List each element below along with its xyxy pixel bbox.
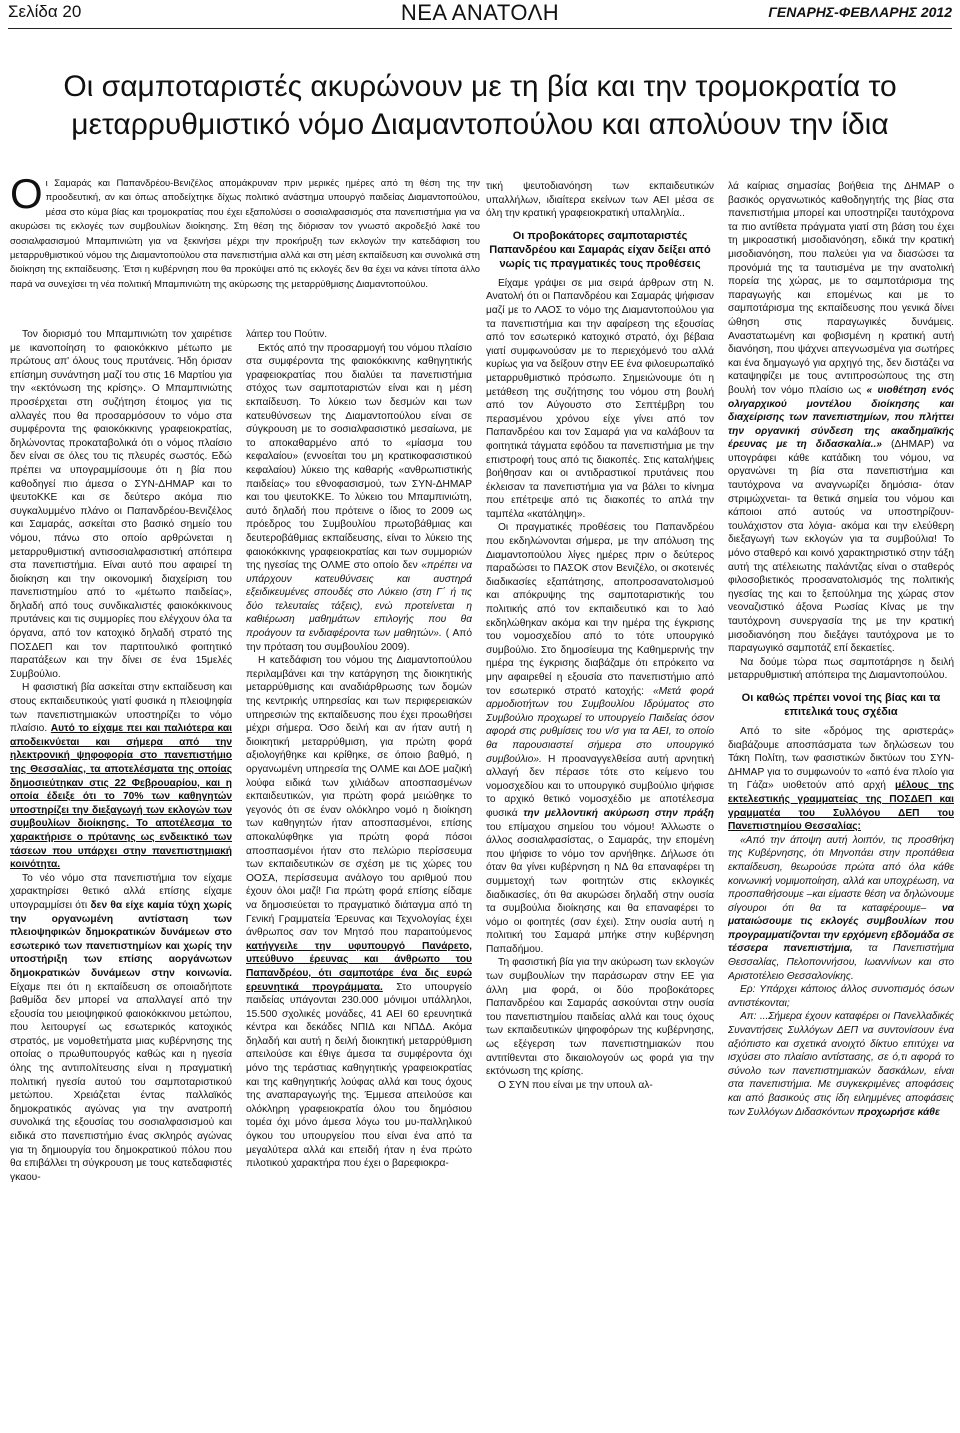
text: του επίμαχου σημείου του νόμου! Άλλωστε ο άλλος σοσιαλφασίστας, ο Σαμαράς, την επομένη που ψήφισε το νόμο τον αρνήθηκε. Δήλωσε ότι όταν θα γίνει κυβέρνηση η ΝΔ θα επαναφέρει τη συμμετοχή των φοιτητών στις εκλογικές διαδικασίες, ότι θα ακυρώσει δηλαδή στην ουσία τα συμβούλια διοίκησης και θα επαναφέρει το νόμο οι φοιτητές (σαν έχει). Στην ουσία αυτή η πολιτική του Σαμαρά μπήκε στην κυβέρνηση Παπαδήμου.	[486, 821, 714, 955]
underlined-text: κατήγγειλε την υφυπουργό Πανάρετο, υπεύθυνο έρευνας και άνθρωπο του Παπανδρέου, ότι σαμποτάρε ένα δις ευρώ ερευνητικά προγράμματα.	[246, 940, 472, 993]
column-1	[10, 328, 232, 1428]
paragraph	[246, 654, 472, 1171]
text: Εκτός από την προσαρμογή του νόμου πλαίσιο στα συμφέροντα της φαιοκόκκινης καθηγητικής γραφειοκρατίας που διαλύει τα πανεπιστήμια στόχος των σαμποταριστών είναι και η μέση εκπαίδευση. Το λύκειο των δεσμών και των κατευθύνσεων της Διαμαντοπούλου είναι σε σύγκρουση με το σοσιαλφασιστικό μεσαίωνα, με το αποκαθαρμένο από το «μίασμα του κεφαλαίου» (εννοείται του μη κρατικοφασιστικού κεφαλαίου) λύκειο της καθαρής «ανθρωπιστικής παιδείας» του εθνοφασισμού, των ΣΥΝ-ΔΗΜΑΡ και του ψευτοΚΚΕ. Το λύκειο του Μπαμπινιώτη, αυτό δηλαδή που πρότεινε ο ίδιος το 2009 ως πρόεδρος του Συμβουλίου πρωτοβάθμιας και δευτεροβάθμιας εκπαίδευσης, είναι το λύκειο της φαιοκόκκινης γραφειοκρατίας και των συμμοριών της ηγεσίας της ΟΛΜΕ στο οποίο δεν «	[246, 342, 472, 572]
column-2	[246, 328, 472, 1428]
bold-text: δεν θα είχε καμία τύχη χωρίς την οργανωμένη αντίσταση των πλειοψηφικών δημοκρατικών δυνάμεων στο εσωτερικό των πανεπιστημίων και χωρίς την υποστήριξη των επίσης αοργάνωτων δημοκρατικών δυνάμεων στην κοινωνία.	[10, 899, 232, 979]
column-4	[728, 180, 954, 1425]
masthead	[8, 0, 952, 24]
text: ( Από την πρόταση του συμβουλίου 2009).	[246, 628, 472, 653]
paragraph: λάιτερ του Πούτιν.	[246, 329, 328, 340]
underlined-text: Αυτό το είχαμε πει και παλιότερα και αποδεικνύεται και σήμερα από την ηλεκτρονική ψηφοφορία στο πανεπιστήμιο της Θεσσαλίας, τα αποτελέσματα της οποίας δημοσιεύτηκαν στις 22 Φεβρουαρίου, και η οποία έδειξε ότι το 70% των καθηγητών υποστηρίζει την διεξαγωγή των εκλογών των συμβουλίων διοίκησης. Το αποτέλεσμα το χαρακτήρισε ο πρύτανης ως ενδεικτικό των τάσεων που υπάρχει στην πανεπιστημιακή κοινότητα.	[10, 723, 232, 871]
paragraph	[728, 1010, 954, 1119]
page-number: Σελίδα 20	[8, 2, 82, 21]
text: λά καίριας σημασίας βοήθεια της ΔΗΜΑΡ ο βασικός οργανωτικός καθοδηγητής της βίας στα πανεπιστήμια μπορεί και υποστηρίζει ταυτόχρονα τα πιο αντίθετα πράγματα γιατί στη βάση του έχει τη μικροαστική μισοδιανόηση, εδικά την κρατική μισοδιανόηση, που παλεύει για να διασώσει τα προνόμιά της τα ταυτισμένα με την ανατολική πορεία της χώρας, με το σαμποτάρισμα της παραγωγής και επομένως και με το σαμποτάρισμα της εκπαίδευσης που γενικά δίνει ώθηση στις παραγωγικές δυνάμεις. Αναστατωμένη και φοβισμένη η κρατική αυτή διανόηση, που ψάχνει απεγνωσμένα για σωτήρες και ένα δημαγωγό για αρχηγό της, δεν διστάζει να καταψηφίζει με τους αντιπροσώπους της στη βουλή τον νόμο πλαίσιο ως	[728, 181, 954, 396]
paragraph: Ο ΣΥΝ που είναι με την υπουλ αλ-	[498, 1079, 653, 1091]
lead-text: ι Σαμαράς και Παπανδρέου-Βενιζέλος απομάκρυναν πριν μερικές ημέρες από τη θέση της την προοδευτική, αν και όπως αποδείχτηκε δίχως πολιτικό ανάστημα υπουργό παιδείας Διαμαντοπούλου, μέσα στο κύμα βίας και τρομοκρατίας που έχει εξαπολύσει ο σοσιαλφασισμός στα πανεπιστήμια για να ακυρώσει τις εκλογές των συμβουλίων διοίκησης. Στη θέση της διόρισαν τον γνωστό ακροδεξιό λακέ του σοσιαλφασισμού Μπαμπινιώτη για να ξεκινήσει μέχρι την προκήρυξη των εκλογών την κατεδάφιση του μεταρρυθμιστικού νόμου της Διαμαντοπούλου στα πανεπιστήμια αλλά και στη μέση εκπαίδευση και συνολικά στη διοίκηση της εκπαίδευσης. Έτσι η κυβέρνηση που θα προκύψει από τις εκλογές δεν θα έχει να κάνει τίποτα άλλο παρά να συνεχίσει τη νέα πολιτική Μπαμπινιώτη της ακύρωσης της μεταρρύθμισης Διαμαντοπούλου.	[10, 177, 480, 289]
drop-cap: Ο	[10, 170, 43, 217]
subheading: Οι προβοκάτορες σαμποταριστές Παπανδρέου και Σαμαράς είχαν δείξει από νωρίς τις πραγματικές τους προθέσεις	[489, 229, 711, 270]
interview-question: Ερ: Υπάρχει κάποιος άλλος συνοπισμός όσων αντιστέκονται;	[728, 984, 954, 1009]
paragraph: Είχαμε γράψει σε μια σειρά άρθρων στη Ν. Ανατολή ότι οι Παπανδρέου και Σαμαράς ψήφισαν μαζί με το ΛΑΟΣ το νόμο της Διαμαντοπούλου για τα πανεπιστήμια και την αφαίρεση της εξουσίας από τον εσωτερικό κατοχικό στρατό, όχι βέβαια γιατί συμφωνούσαν με το περιεχόμενό του αλλά κυρίως για να δείξουν στην ΕΕ ένα φιλοευρωπαϊκό μεταρρυθμιστικό πρόσωπο. Σημειώνουμε ότι η μετάθεση της συζήτησης του νόμου στη βουλή από τον Αύγουστο στο Σεπτέμβρη του περασμένου χρόνου είχε γίνει από τον Παπανδρέου και τον Σαμαρά για να καλάβουν τα φοιτητικά τάγματα εφόδου τα πανεπιστήμια με την επιστροφή τους από τις διακοπές. Στις καταλήψεις βοήθησαν και οι αντιδραστικοί πρυτάνεις που έκλεισαν τα πανεπιστήμια για να βάλει το κίνημα που επέτρεψε από τις διακοπές το απλά την ταμπέλα «κατάληψη».	[486, 277, 714, 520]
bold-italic-text: την μελλοντική ακύρωση στην πράξη	[523, 807, 714, 819]
italic-quote: «Μετά φορά αρμοδιοτήτων του Συμβουλίου Ιδρύματος στο Συμβούλιο προχωρεί το υπουργείο Παιδείας όσον αφορά στις ρυθμίσεις του ν/σ για τα ΑΕΙ, το οποίο θα παρουσιαστεί σήμερα στο υπουργικό συμβούλιο».	[486, 685, 714, 765]
italic-quote: Απ: ...Σήμερα έχουν καταφέρει οι Πανελλαδικές Συναντήσεις Συλλόγων ΔΕΠ να συντονίσουν ένα αξιόπιστο και σχετικά ανοιχτό δίκτυο επιτύχει να ισχύσει στο πλαίσιο αντίστασης, σε ό,τι αφορά το σύνολο των πανεπιστημιακών δασκάλων, είναι στα πανεπιστήμια. Με συγκεκριμένες αποφάσεις και από βασικούς στις ίδη ειλημμένες αποφάσεις των Συλλόγων Διδασκόντων	[728, 1011, 954, 1118]
issue-date: ΓΕΝΑΡΗΣ-ΦΕΒΛΑΡΗΣ 2012	[768, 4, 952, 20]
bold-italic-text: να ματαιώσουμε τις εκλογές συμβουλίων που προγραμματίζονται την ερχόμενη εβδομάδα σε τέσσερα πανεπιστήμια,	[728, 902, 954, 955]
text: Στο υπουργείο παιδείας υπάγονται 230.000 μόνιμοι υπάλληλοι, 15.500 σχολικές μονάδες, 41 ΑΕΙ 60 ερευνητικά κέντρα και δεκάδες ΝΠΙΔ και ΝΠΔΔ. Ακόμα δηλαδή και αυτή η δειλή διοικητική μεταρρύθμιση απειλούσε και έθιγε άμεσα τα συμφέροντα όχι μόνο της τεράστιας καθηγητικής γραφειοκρατίας και της καθηγητικής λούφας αλλά και τους όχους της αναπαραγωγής της. Έμμεσα απειλούσε και ολόκληρη γραφειοκρατία όλου του δημόσιου τομέα όχι μόνο άμεσα λόγω του μυ-παλληλικού όγκου του υπουργείου που είναι ένα από τα μεγαλύτερα αλλά και επειδή ήταν η ένα πρώτο πιλοτικού χαρακτήρα που έχει ο βαρεφιοκρα-	[246, 981, 472, 1170]
paragraph: Να δούμε τώρα πως σαμποτάρησε η δειλή μεταρρυθμιστική απόπειρα της Διαμαντοπούλου.	[728, 656, 954, 682]
paragraph	[246, 342, 472, 655]
italic-quote: «Από την άποψη αυτή λοιπόν, τις προσθήκη της Κυβέρνησης, ότι Μηνοπάει στην προπάθεια εκπαίδευση, θεωρούσε πρώτα από όλα κάθε κοινωνική νομιμοποίηση, αλλά και υποχρέωση, να προσπαθήσουμε –και είμαστε θέση να δηλώνουμε σίγουροι ότι θα τα καταφέρουμε–	[728, 834, 954, 914]
italic-quote: τα Πανεπιστήμια Θεσσαλίας, Πελοποννήσου, Ιωαννίνων και στο Αριστοτέλειο Θεσσαλονίκης.	[728, 943, 954, 982]
bold-italic-quote: « υιοθέτηση ενός ολιγαρχικού μοντέλου διοίκησης και διαχείρισης των πανεπιστημίων, που πλήττει την οργανική σύνδεση της ακαδημαϊκής έρευνας με τη διδασκαλία..»	[728, 384, 954, 451]
subheading: Οι καθώς πρέπει νονοί της βίας και τα επιτελικά τους σχέδια	[741, 691, 941, 718]
paragraph: Τον διορισμό του Μπαμπινιώτη τον χαιρέτισε με ικανοποίηση το φαιοκόκκινο μέτωπο με πρώτους απ' όλους τους πρυτάνεις. Ήδη όρισαν επίσημη συνάντηση μαζί του στις 16 Μαρτίου για την «εκτόνωση της κρίσης». Ο Μπαμπινιώτης προσέρχεται στη συζήτηση έτοιμος για τις αλλαγές που θα προσαρμόσουν το νόμο στα συμφέροντα της φαιοκόκκινης γραφειοκρατίας, δηλώνοντας προκαταβολικά ότι ο νόμος πλαίσιο δεν είναι σε όλες του τις πλευρές σωστός. Εδώ πρέπει να υπογραμμίσουμε ότι η βία που καθοδηγεί πιο άμεσα ο ΣΥΝ-ΔΗΜΑΡ και το ψευτοΚΚΕ και σε δεύτερο ακόμα πιο συγκαλυμμένο πλάνο οι Παπανδρέου-Βενιζέλος και Σαμαράς, ασκείται στο βασικό σημείο του νόμου, πάνω στο οποίο αρθρώνεται η μεταρρυθμιστική αντισοσιαλφασιστική απόπειρα στα πανεπιστήμια. Είναι αυτό που αφαιρεί τη διοίκηση και την οικονομική διαχείριση του πανεπιστημίου από το «μέτωπο παιδείας», δηλαδή από τους συνδικαλιστές φαιοκόκκινους πρυτάνεις και τις συμμορίες που ελέγχουν όλα τα όργανα, από τον κατοχικό δηλαδή στρατό της ΠΟΣΔΕΠ και τον παρτιτουλικό φοιτητικό παρατάξεων και την δίνει σε ένα 15μελές Συμβούλιο.	[10, 329, 232, 680]
text: Από το site «δρόμος της αριστεράς» διαβάζουμε αποσπάσματα των δηλώσεων του Τάκη Πολίτη, των φασιστικών δικτύων του ΣΥΝ-ΔΗΜΑΡ για το συμφωνούν το «από ένα πλοίο για τη Γάζα» υιοθετούν από αρχή	[728, 725, 954, 792]
text: Η κατεδάφιση του νόμου της Διαμαντοπούλου περιλαμβάνει και την κατάργηση της διοικητικής μεταρρύθμισης και αναδιάρθρωσης των δομών της κεντρικής υπηρεσίας και των περιφερειακών υπηρεσιών της εκπαίδευσης που έχει προωθήσει μέχρι σήμερα. Όσο δειλή και αν ήταν αυτή η διοικητική μεταρρύθμιση, για πρώτη φορά αξιολογήθηκε και κρίθηκε, σε όποιο βαθμό, η οργανωμένη υπηρεσία της ΟΛΜΕ και ΔΟΕ μαζική λούφα ειδικά των χιλιάδων αποσπασμένων εκπαιδευτικών, για πρώτη φορά μειώθηκε το γεγονός ότι σε έναν ολόκληρο νομό η διοίκηση των καθηγητών ήταν αποσπασμένοι, επίσης αποκαλύφθηκε για πρώτη φορά πόσοι αποσπασμένοι ήταν στο πελώριο περίσσευμα των εκπαιδευτικών σε σχέση με τις χώρες του ΟΟΣΑ, περίσσευμα ανάλογο του αριθμού που έχουν όλοι μαζί! Για πρώτη φορά επίσης είδαμε να δημοσιεύεται το πραγματικό διάταγμα από τη Γενική Γραμματεία Έρευνας και Τεχνολογίας έχει άνθρωπος σαν τον Μητσό που παραιτούμενος	[246, 655, 472, 939]
italic-quote: πρέπει να υπάρχουν κατευθύνσεις και αυστηρά εξειδικευμένες σπουδές στο Λύκειο (στη Γ΄ ή τις δύο τελευταίες τάξεις), ενώ προτείνεται η καθιέρωση μαθημάτων επιλογής που θα προάγουν τα ενδιαφέροντα των μαθητών».	[246, 560, 472, 640]
headline-line-1: Οι σαμποταριστές ακυρώνουν με τη βία και την τρομοκρατία το	[63, 70, 897, 103]
paragraph	[728, 725, 954, 834]
text: Είχαμε πει ότι η εκπαίδευση σε οποιαδήποτε βαθμίδα δεν μπορεί να απαλλαγεί από την εξουσία του μειοψηφικού φαιοκόκκινου μετώπου, που λειτουργεί ως εσωτερικός κατοχικός στρατός, με νομοθετήματα μιας κυβέρνησης της οποίας ο πρωθυπουργός καθώς και η ηγεσία όλης της αντιπολίτευσης είναι η πραγματική πολιτική ηγεσία αυτού του σαμποταριστικού μετώπου. Χρειάζεται έντας παλλαϊκός δημοκρατικός αγώνας για την ανατροπή συνολικά της εξουσίας του σοσιαλφασισμού και ειδικά στο πανεπιστήμιο ένας σκληρός αγώνας για τη δημιουργία του δημοκρατικού πόλου που θα επιβάλλει τη σύγκρουση με τους κατεδαφιστές γκαου-	[10, 981, 232, 1183]
underlined-text: μέλους της εκτελεστικής γραμματείας της ΠΟΣΔΕΠ και γραμματέα του Συλλόγου ΔΕΠ του Πανεπιστημίου Θεσσαλίας:	[728, 780, 954, 833]
paragraph: τική ψευτοδιανόηση των εκπαιδευτικών υπαλλήλων, ιδιαίτερα εκείνων των ΑΕΙ μέσα σε όλη την κρατική γραφειοκρατική υπαλληλία..	[486, 181, 714, 220]
column-3	[486, 180, 714, 1425]
bold-italic-text: προχωρήσε κάθε	[857, 1106, 940, 1118]
text: Η φασιστική βία ασκείται στην εκπαίδευση και στους εκπαιδευτικούς γιατί φυσικά η πλειοψηφία των πανεπιστημιακών υποστηρίζει το νόμο πλαίσιο.	[10, 682, 232, 735]
paragraph: Τη φασιστική βία για την ακύρωση των εκλογών των συμβουλίων την παράσωραν στην ΕΕ για άλλη μια φορά, οι δύο προβοκάτορες Παπανδρέου και Σαμαράς ασκούνται στην ουσία του πανεπιστημίου παιδείας αλλά και τους όχους των εκπαιδευτικών ψηφοφόρων της κυβέρνησης, ως εξέγερση των πανεπιστημιακών που αντιτίθενται στο δικαιολογούν ως φορά για την εκτόνωση της κρίσης.	[486, 957, 714, 1078]
paragraph	[486, 521, 714, 956]
article-headline	[10, 68, 950, 144]
paragraph	[10, 872, 232, 1185]
paragraph	[10, 681, 232, 871]
text: Το νέο νόμο στα πανεπιστήμια τον είχαμε χαρακτηρίσει θετικό αλλά επίσης είχαμε υπογραμμίσει ότι	[10, 872, 232, 911]
text: (ΔΗΜΑΡ) να υπογράφει κάθε κατάδικη του νόμου, να οργανώνει τη βία στα πανεπιστήμια και ταυτόχρονα να αναγνωρίζει δημόσια- όταν στριμώχνεται- τα θετικά σημεία του νόμου και κάποιοι από αυτούς να υποστηρίζουν- τουλάχιστον στα λόγια- ακόμα και την ελεύθερη διεξαγωγή των εκλογών για τα συμβούλια! Το μόνο σταθερό και κοινό χαρακτηριστικό στην τάξη αυτή της ατέλειωτης παλάντζας είναι ο σταθερός φιλοσοβιετικός προσανατολισμός της πολιτικής ηγεσίας της και το ξεπούλημα της χώρας στον νεοναζιστικό άξονα Ρωσίας Κίνας με την ταυτόχρονη συνεργασία της με την κρατική μισοδιανόηση που διεξάγει ταυτόχρονα με το παραγωγικό σαμποτάζ επί δεκαετίες.	[728, 439, 954, 655]
lead-paragraph	[10, 170, 480, 291]
headline-line-2: μεταρρυθμιστικό νόμο Διαμαντοπούλου και απολύουν την ίδια	[71, 108, 889, 141]
text: Οι πραγματικές προθέσεις του Παπανδρέου που εκδηλώνονται σήμερα, με την απόλυση της Διαμαντοπούλου λίγες ημέρες πριν ο δεύτερος παραδώσει το ΠΑΣΟΚ στον Βενιζέλο, οι σκοτεινές διαδικασίες εξαπάτησης, αποπροσανατολισμού και απόκρυψης της σαμποταριστικής του πολιτικής από τον εκπαιδευτικό και το λαό εκδηλώθηκαν ακόμα και την ημέρα της έγκρισης του νομοσχεδίου από το τότε υπουργικό συμβούλιο. Στο δημοσίευμα της Καθημερινής την ημέρα της έγκρισης διαβάζαμε ότι επρόκειτο να μην αφαιρεθεί η εξουσία στο πανεπιστήμιο από τον εσωτερικό στρατό κατοχής:	[486, 522, 714, 697]
paragraph	[728, 834, 954, 984]
paragraph	[728, 180, 954, 656]
masthead-rule	[8, 28, 952, 29]
text: Η προαναγγελθείσα αυτή αρνητική αλλαγή δεν πέρασε τότε στο κείμενο του νομοσχεδίου και το υπουργικό συμβούλιο ψήφισε το αρχικό θετικό νομοσχέδιο με αποτέλεσμα φυσικά	[486, 753, 714, 819]
newspaper-title: ΝΕΑ ΑΝΑΤΟΛΗ	[400, 0, 560, 25]
